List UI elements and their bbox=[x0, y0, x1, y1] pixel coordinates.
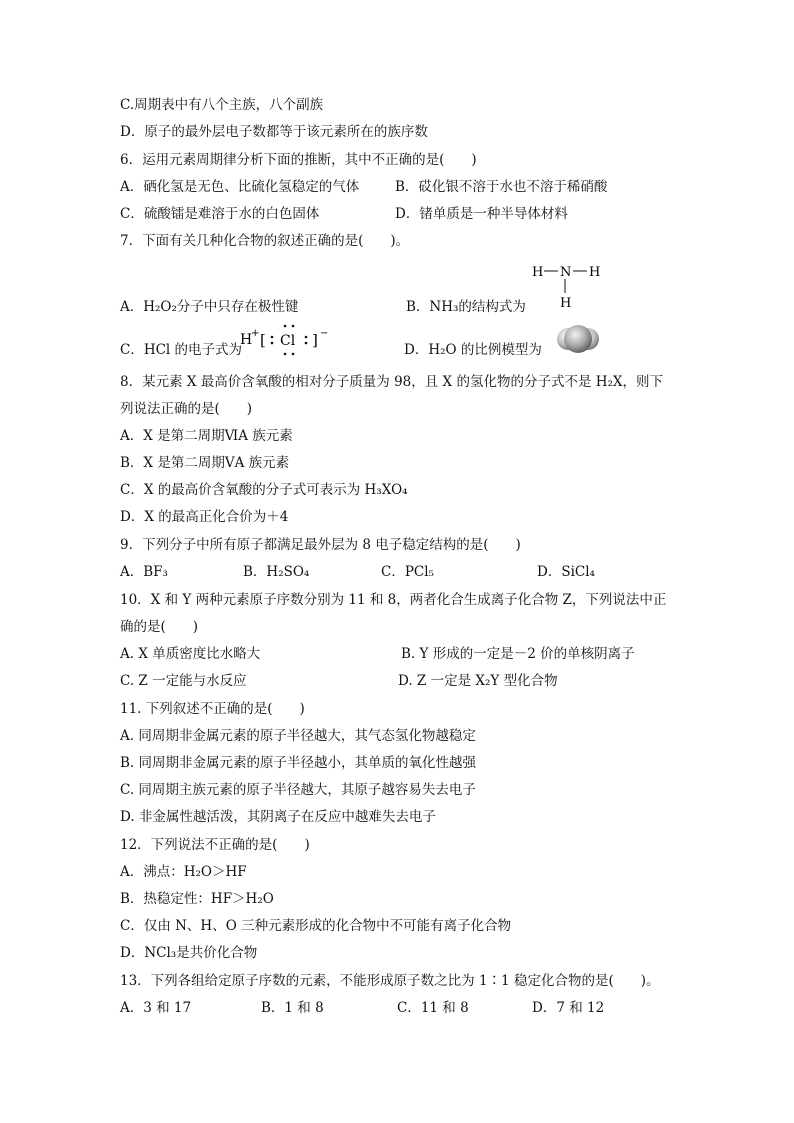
question-6: 6．运用元素周期律分析下面的推断，其中不正确的是( ) bbox=[120, 152, 477, 168]
question-10-line-1: 10．X 和 Y 两种元素原子序数分别为 11 和 8，两者化合生成离子化合物 Z，下列说法中正 bbox=[120, 592, 667, 608]
hcl-right-bracket: ] bbox=[312, 331, 318, 349]
q11-option-c: C. 同周期主族元素的原子半径越大，其原子越容易失去电子 bbox=[120, 782, 476, 798]
q9-option-b: B．H₂SO₄ bbox=[243, 564, 310, 580]
q11-option-d: D. 非金属性越活泼，其阴离子在反应中越难失去电子 bbox=[120, 809, 436, 825]
q12-option-d: D．NCl₃是共价化合物 bbox=[120, 945, 258, 961]
nh3-structure-diagram bbox=[530, 262, 610, 312]
nh3-n: N bbox=[560, 265, 572, 280]
question-12: 12．下列说法不正确的是( ) bbox=[120, 837, 310, 853]
line-option-d-group: D．原子的最外层电子数都等于该元素所在的族序数 bbox=[120, 124, 428, 140]
q8-option-b: B．X 是第二周期ⅤA 族元素 bbox=[120, 455, 290, 471]
q7-option-b: B．NH₃的结构式为 bbox=[406, 299, 526, 315]
q13-option-b: B．1 和 8 bbox=[261, 1000, 324, 1016]
q10-option-b: B. Y 形成的一定是－2 价的单核阴离子 bbox=[401, 646, 635, 662]
question-10-line-2: 确的是( ) bbox=[120, 619, 199, 635]
q6-option-b: B．砹化银不溶于水也不溶于稀硝酸 bbox=[395, 179, 608, 195]
line-option-c-group: C.周期表中有八个主族，八个副族 bbox=[120, 97, 324, 113]
question-11: 11. 下列叙述不正确的是( ) bbox=[120, 701, 305, 717]
q8-option-c: C．X 的最高价含氧酸的分子式可表示为 H₃XO₄ bbox=[120, 482, 408, 498]
q8-option-d: D．X 的最高正化合价为＋4 bbox=[120, 509, 289, 525]
hcl-cl: Cl bbox=[280, 333, 296, 349]
nh3-h-left: H bbox=[532, 265, 544, 280]
question-7: 7．下面有关几种化合物的叙述正确的是( )。 bbox=[120, 233, 410, 249]
q11-option-b: B. 同周期非金属元素的原子半径越小，其单质的氧化性越强 bbox=[120, 755, 477, 771]
q12-option-c: C．仅由 N、H、O 三种元素形成的化合物中不可能有离子化合物 bbox=[120, 918, 512, 934]
q7-option-d: D．H₂O 的比例模型为 bbox=[404, 342, 542, 358]
q10-option-c: C. Z 一定能与水反应 bbox=[120, 673, 247, 689]
q11-option-a: A. 同周期非金属元素的原子半径越大，其气态氢化物越稳定 bbox=[120, 728, 476, 744]
q6-option-a: A．硒化氢是无色、比硫化氢稳定的气体 bbox=[120, 179, 360, 195]
q7-option-c: C．HCl 的电子式为 bbox=[120, 342, 243, 358]
q9-option-d: D．SiCl₄ bbox=[537, 564, 595, 580]
q13-option-d: D．7 和 12 bbox=[532, 1000, 605, 1016]
q13-option-a: A．3 和 17 bbox=[120, 1000, 192, 1016]
hcl-h: H bbox=[240, 332, 253, 348]
h2o-space-filling-model bbox=[554, 322, 602, 356]
hcl-electron-formula bbox=[240, 322, 350, 358]
q12-option-a: A．沸点：H₂O＞HF bbox=[120, 864, 247, 880]
nh3-h-bottom: H bbox=[560, 296, 572, 311]
q7-option-a: A．H₂O₂分子中只存在极性键 bbox=[120, 299, 299, 315]
hcl-plus: + bbox=[251, 328, 260, 339]
question-13: 13．下列各组给定原子序数的元素，不能形成原子数之比为 1∶1 稳定化合物的是( )。 bbox=[120, 973, 660, 989]
question-8-line-1: 8．某元素 X 最高价含氧酸的相对分子质量为 98，且 X 的氢化物的分子式不是 H₂X，则下 bbox=[120, 374, 664, 390]
q10-option-a: A. X 单质密度比水略大 bbox=[120, 646, 261, 662]
q9-option-c: C．PCl₅ bbox=[381, 564, 434, 580]
q12-option-b: B．热稳定性：HF＞H₂O bbox=[120, 891, 274, 907]
question-8-line-2: 列说法正确的是( ) bbox=[120, 401, 253, 417]
hcl-minus: − bbox=[320, 328, 329, 339]
q8-option-a: A．X 是第二周期ⅥA 族元素 bbox=[120, 428, 293, 444]
q13-option-c: C．11 和 8 bbox=[397, 1000, 469, 1016]
nh3-h-right: H bbox=[589, 265, 601, 280]
q6-option-c: C．硫酸镭是难溶于水的白色固体 bbox=[120, 206, 320, 222]
q6-option-d: D．锗单质是一种半导体材料 bbox=[395, 206, 568, 222]
q9-option-a: A．BF₃ bbox=[120, 564, 168, 580]
hcl-left-bracket: [ bbox=[260, 331, 266, 349]
q10-option-d: D. Z 一定是 X₂Y 型化合物 bbox=[398, 673, 558, 689]
question-9: 9．下列分子中所有原子都满足最外层为 8 电子稳定结构的是( ) bbox=[120, 537, 521, 553]
